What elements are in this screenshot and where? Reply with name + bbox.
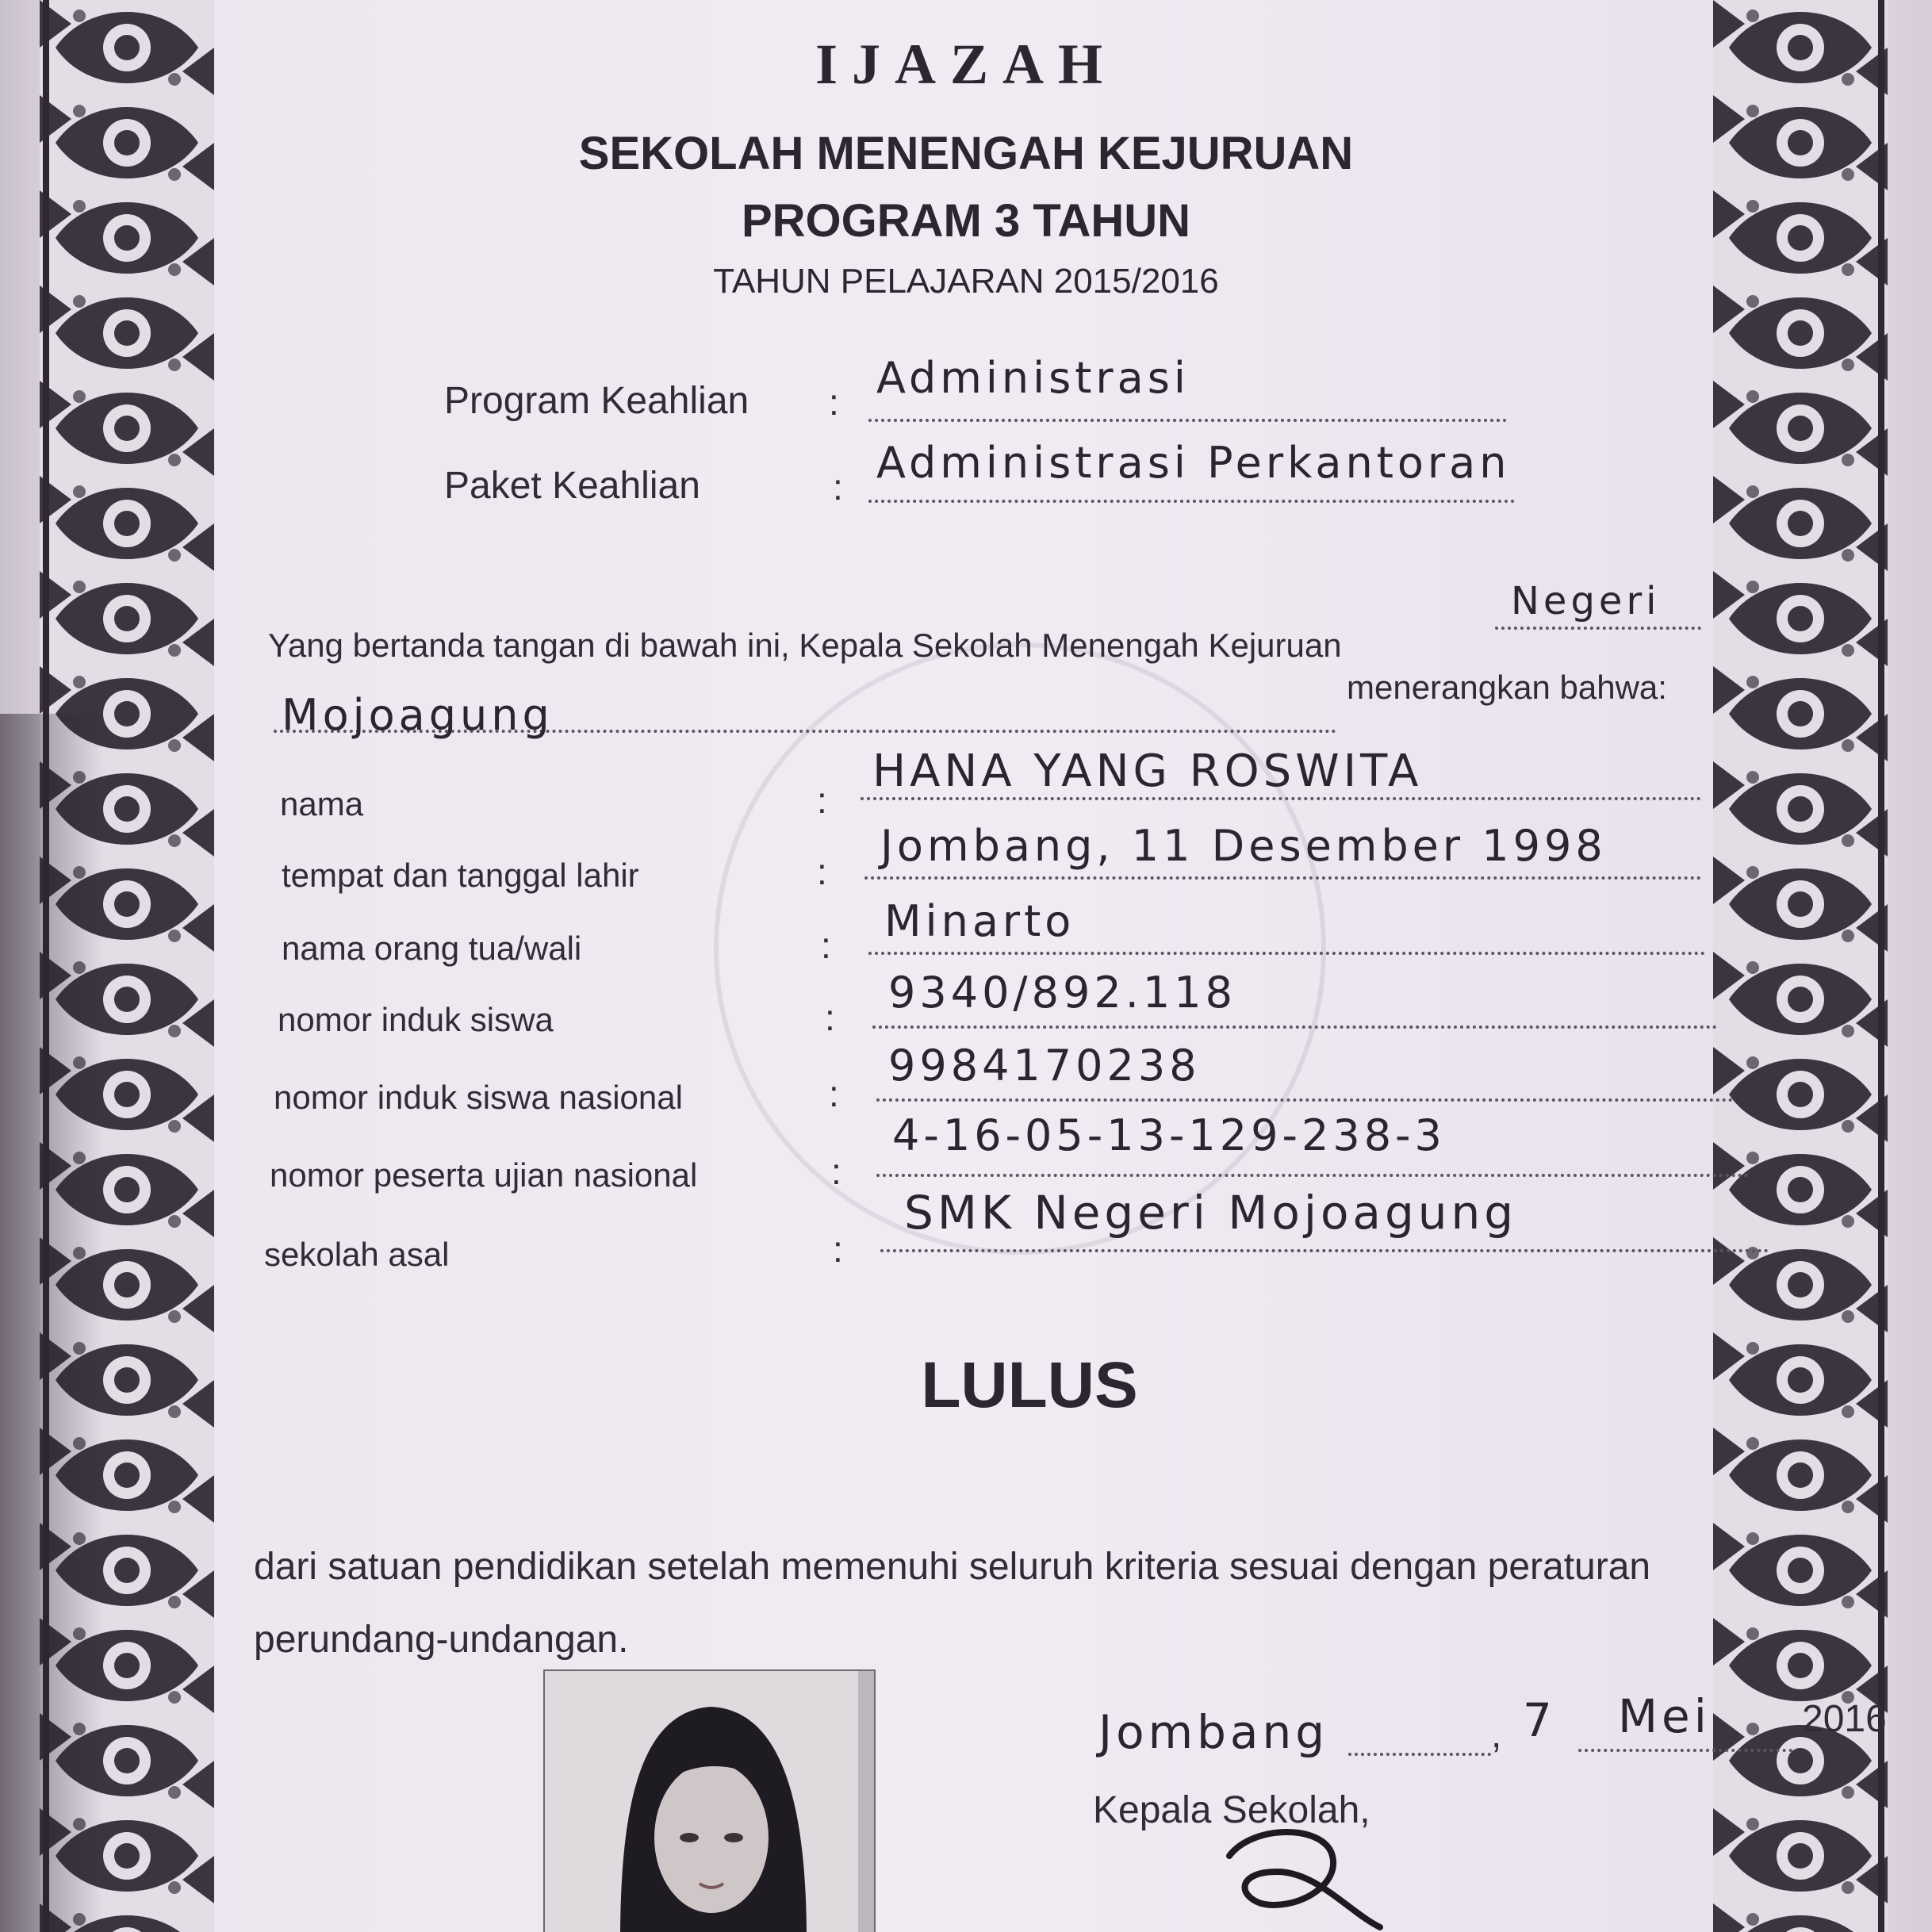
program-heading: PROGRAM 3 TAHUN [741,195,1191,247]
student-value-nama: HANA YANG ROSWITA [872,746,1423,797]
signature-day: 7 [1523,1693,1556,1747]
program-keahlian-value: Administrasi [876,353,1190,403]
handwritten-signature [1206,1824,1396,1932]
student-label-ujian: nomor peserta ujian nasional [270,1156,698,1194]
paket-keahlian-value: Administrasi Perkantoran [876,438,1511,488]
school-type-heading: SEKOLAH MENENGAH KEJURUAN [578,128,1354,179]
intro-line-1: Yang bertanda tangan di bawah ini, Kepala Sekolah Menengah Kejuruan [268,627,1342,664]
school-status-value: Negeri [1511,579,1661,623]
colon: : [821,925,831,966]
closing-line-2: perundang-undangan. [254,1619,629,1661]
colon: : [831,1151,841,1192]
signature-title: Kepala Sekolah, [1093,1789,1370,1831]
colon: : [817,780,827,821]
student-label-nis: nomor induk siswa [278,1001,554,1038]
closing-line-1: dari satuan pendidikan setelah memenuhi seluruh kriteria sesuai dengan peraturan [254,1546,1651,1588]
paket-keahlian-label: Paket Keahlian [444,465,700,507]
student-label-ortu: nama orang tua/wali [282,930,582,967]
school-city-value: Mojoagung [282,690,554,740]
colon: : [833,466,843,508]
comma: , [1491,1714,1502,1756]
dotted-line [1348,1721,1491,1756]
student-value-ujian: 4-16-05-13-129-238-3 [892,1110,1446,1160]
student-label-nama: nama [280,785,364,822]
document-title: IJAZAH [815,33,1117,96]
student-value-ortu: Minarto [884,896,1075,946]
student-value-sekolah: SMK Negeri Mojoagung [904,1186,1518,1240]
signature-year: 2016 [1802,1698,1887,1740]
signature-month: Mei [1618,1689,1711,1743]
student-value-ttl: Jombang, 11 Desember 1998 [880,821,1607,871]
student-photo [543,1669,876,1932]
colon: : [817,851,827,892]
student-value-nis: 9340/892.118 [888,968,1236,1018]
student-label-ttl: tempat dan tanggal lahir [282,857,639,894]
intro-line-2-end: menerangkan bahwa: [1347,669,1667,706]
student-value-nisn: 9984170238 [888,1041,1201,1091]
colon: : [829,381,839,423]
academic-year: TAHUN PELAJARAN 2015/2016 [713,262,1219,301]
colon: : [829,1073,839,1114]
program-keahlian-label: Program Keahlian [444,380,749,422]
colon: : [833,1229,843,1270]
colon: : [825,997,835,1038]
signature-place: Jombang [1098,1705,1329,1759]
hand-shadow [0,714,103,1932]
student-label-nisn: nomor induk siswa nasional [274,1079,683,1116]
graduation-result: LULUS [921,1349,1138,1421]
student-label-sekolah: sekolah asal [264,1236,450,1273]
